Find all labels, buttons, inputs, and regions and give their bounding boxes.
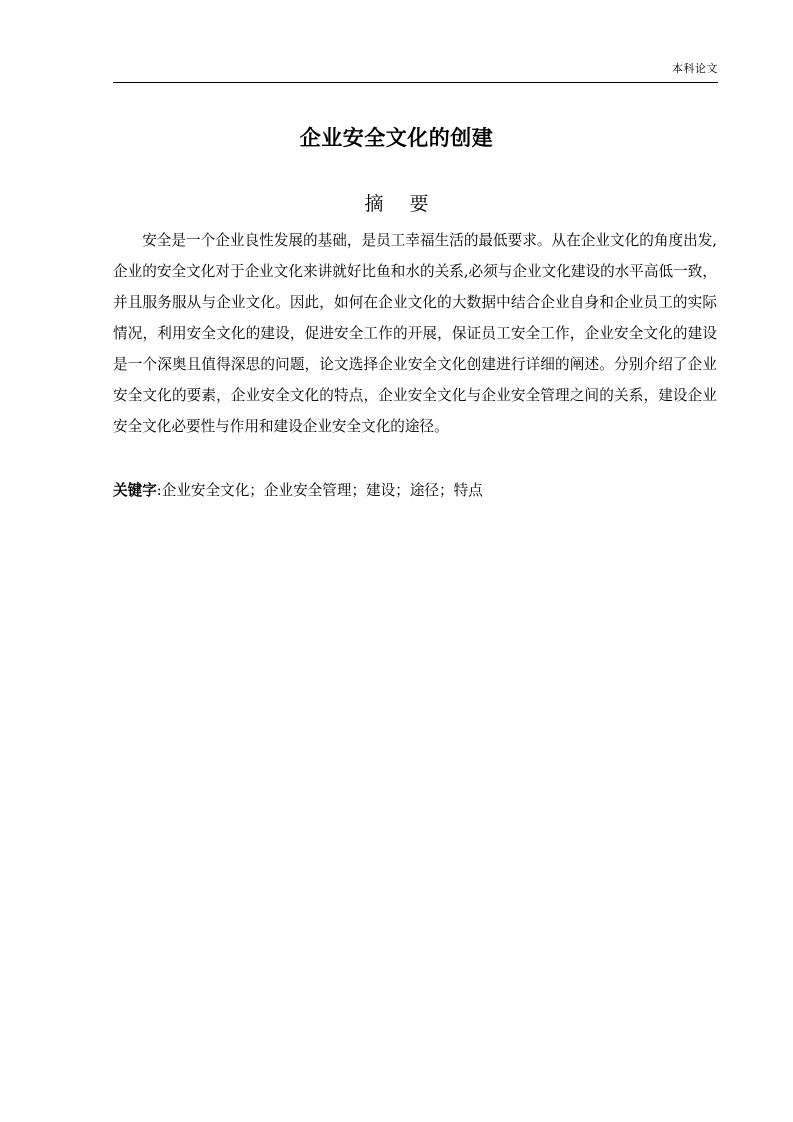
running-header: 本科论文 — [672, 62, 718, 75]
keywords-separator: : — [156, 482, 162, 499]
keywords-line — [113, 475, 717, 506]
abstract-heading: 摘要 — [364, 193, 455, 215]
header-rule — [113, 82, 718, 83]
keywords-label: 关键字 — [113, 482, 157, 499]
paper-title: 企业安全文化的创建 — [299, 126, 494, 150]
abstract-body: 安全是一个企业良性发展的基础，是员工幸福生活的最低要求。从在企业文化的角度出发,企业的安全文化对于企业文化来讲就好比鱼和水的关系,必须与企业文化建设的水平高低一致，并且服务服从与企业文化。因此，如何在企业文化的大数据中结合企业自身和企业员工的实际情况，利用安全文化的建设，促进安全工作的开展，保证员工安全工作，企业安全文化的建设是一个深奥且值得深思的问题，论文选择企业安全文化创建进行详细的阐述。分别介绍了企业安全文化的要素，企业安全文化的特点，企业安全文化与企业安全管理之间的关系，建设企业安全文化必要性与作用和建设企业安全文化的途径。 — [113, 232, 717, 435]
keywords-value: 企业安全文化；企业安全管理；建设；途径；特点 — [161, 482, 483, 499]
